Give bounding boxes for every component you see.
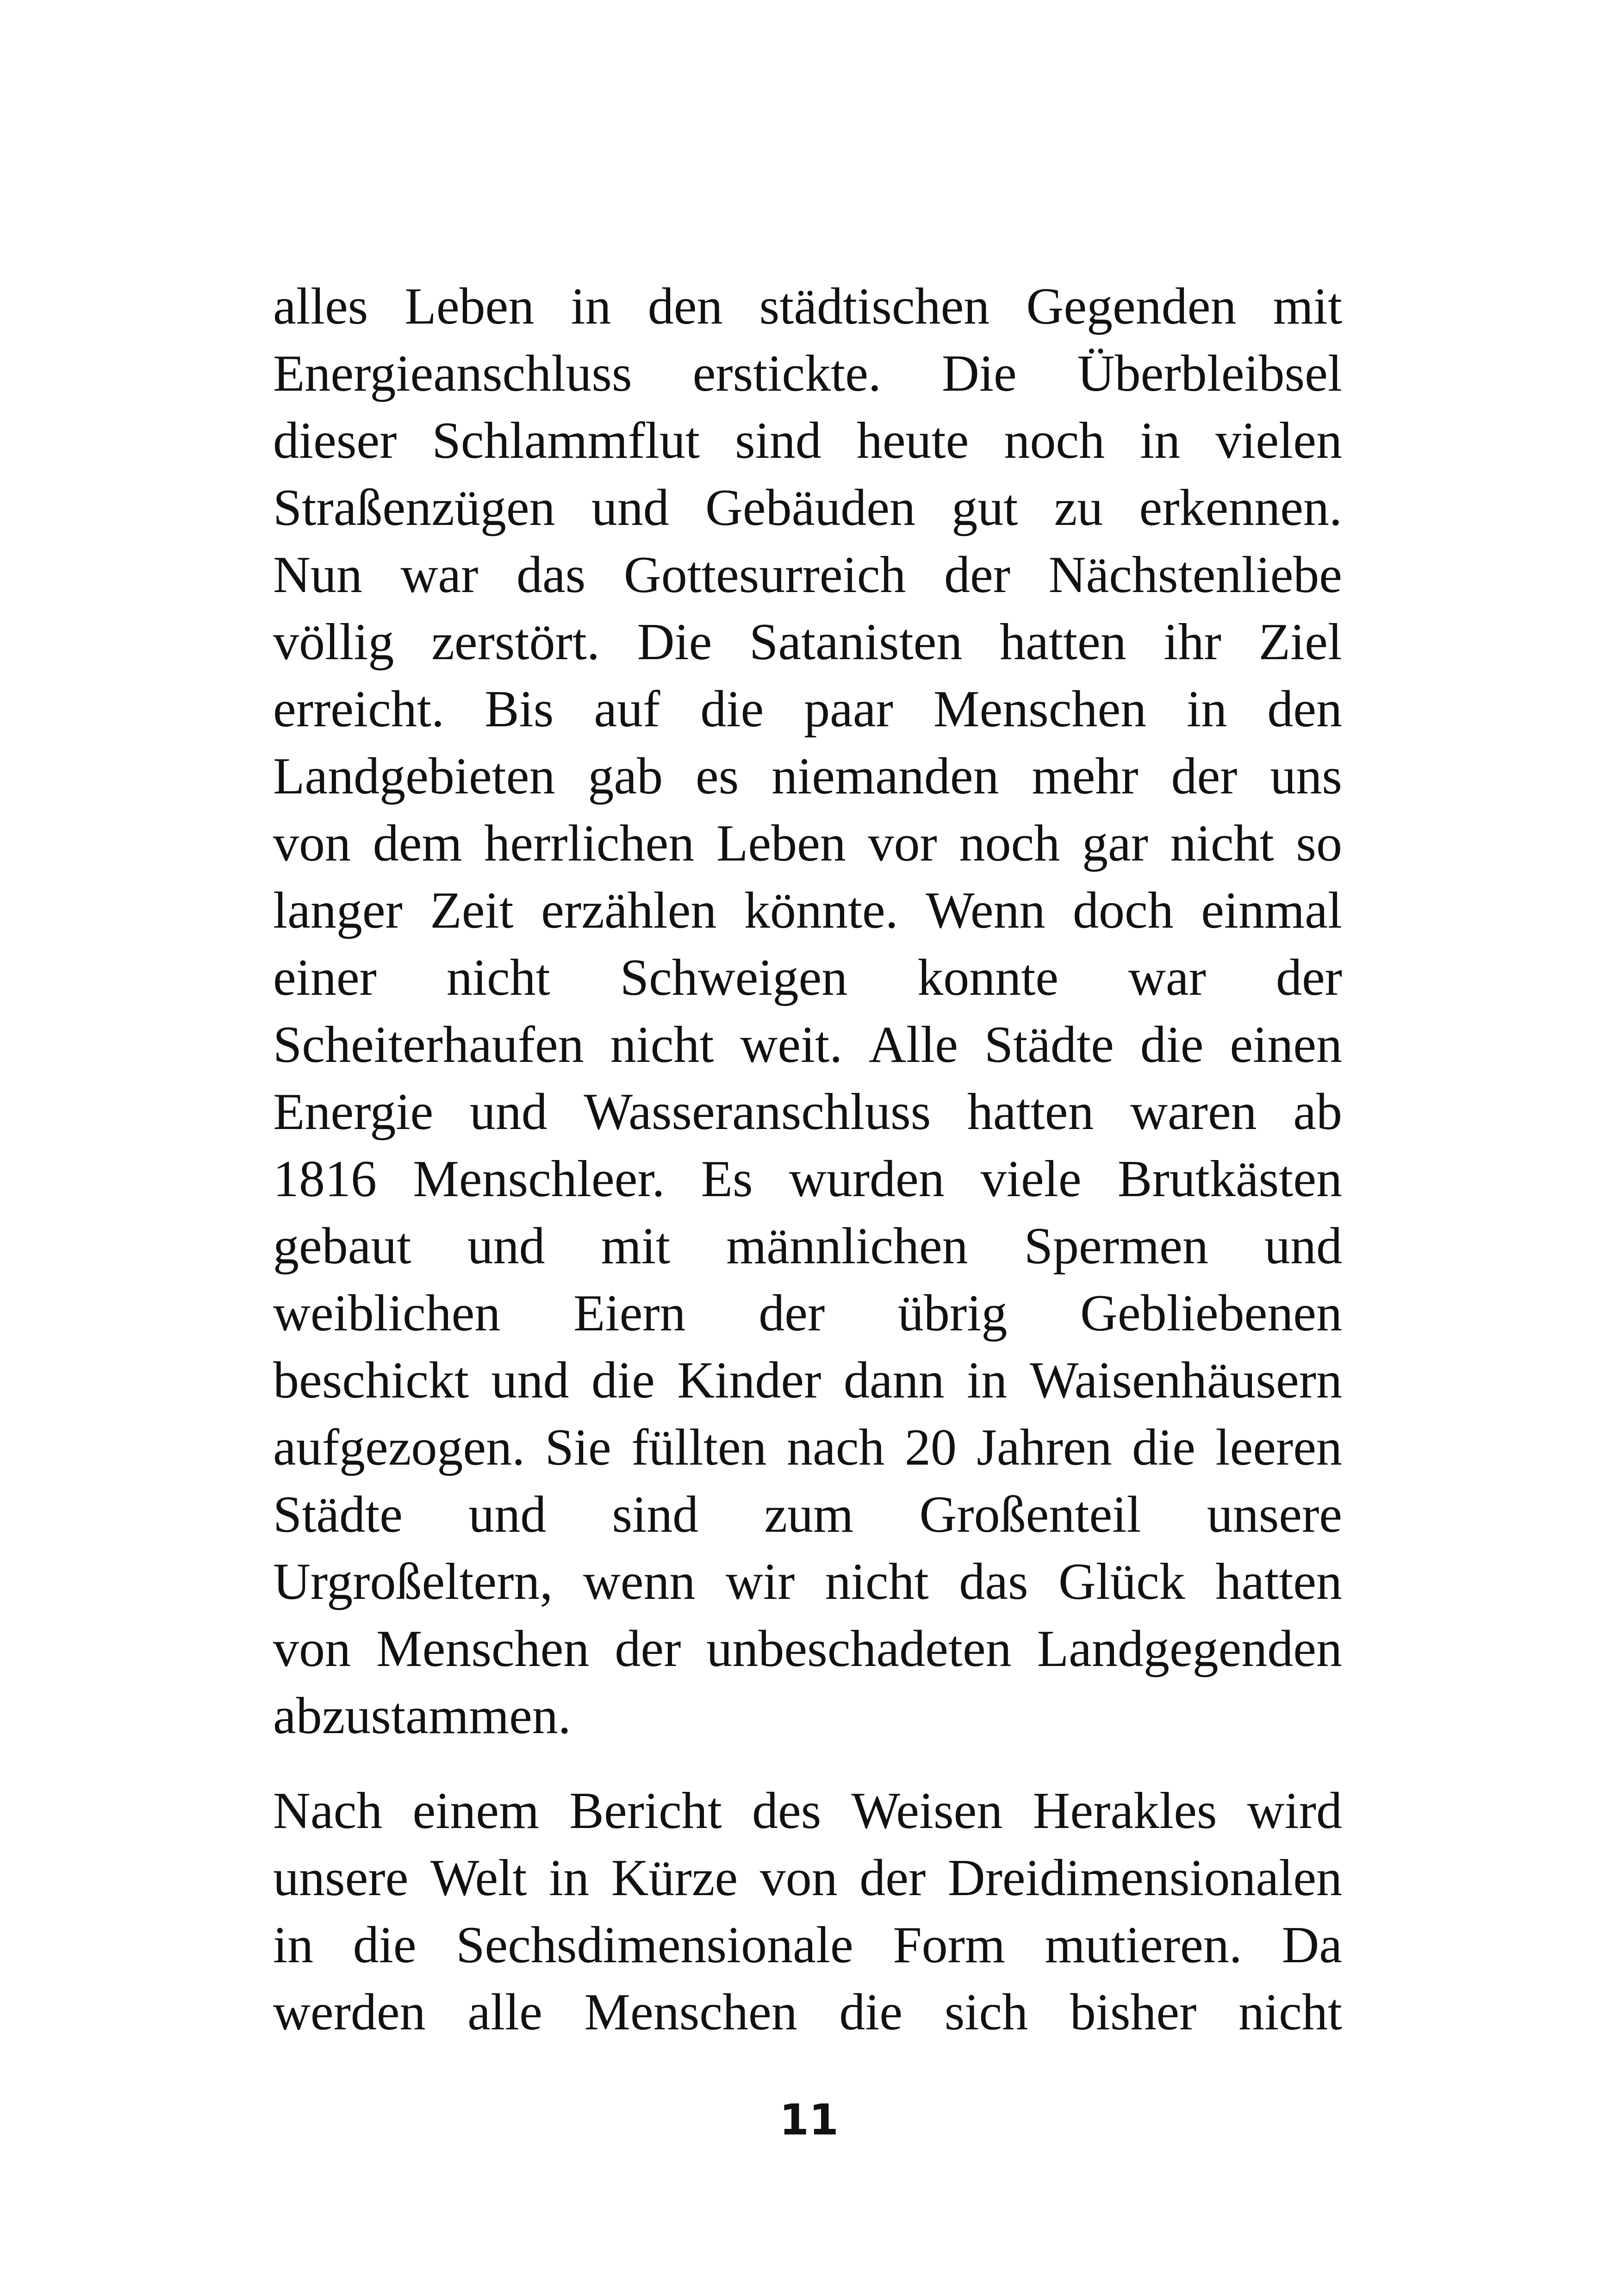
- paragraph-gap: [273, 1750, 1342, 1778]
- text-line: Energie und Wasseranschluss hatten waren ab: [273, 1083, 1342, 1141]
- text-line: Scheiterhaufen nicht weit. Alle Städte die einen: [273, 1016, 1342, 1073]
- text-line: werden alle Menschen die sich bisher nicht: [273, 1984, 1342, 2041]
- page-number: 11: [779, 2095, 839, 2145]
- text-line: dieser Schlammflut sind heute noch in vielen: [273, 412, 1342, 469]
- text-line: völlig zerstört. Die Satanisten hatten ihr Ziel: [273, 613, 1342, 671]
- text-line: beschickt und die Kinder dann in Waisenhäusern: [273, 1352, 1342, 1409]
- text-line: aufgezogen. Sie füllten nach 20 Jahren die leeren: [273, 1419, 1342, 1476]
- text-line: Städte und sind zum Großenteil unsere: [273, 1486, 1342, 1543]
- text-line: langer Zeit erzählen könnte. Wenn doch einmal: [273, 882, 1342, 939]
- paragraph: [273, 1778, 1342, 2046]
- text-line: weiblichen Eiern der übrig Gebliebenen: [273, 1285, 1342, 1342]
- text-line: unsere Welt in Kürze von der Dreidimensionalen: [273, 1849, 1342, 1907]
- text-line: Energieanschluss erstickte. Die Überbleibsel: [273, 345, 1342, 402]
- text-line: Straßenzügen und Gebäuden gut zu erkennen.: [273, 479, 1342, 537]
- text-line: Nach einem Bericht des Weisen Herakles wird: [273, 1782, 1342, 1840]
- text-line: alles Leben in den städtischen Gegenden mit: [273, 278, 1342, 335]
- body-text: [273, 273, 1342, 2046]
- text-line: abzustammen.: [273, 1687, 571, 1745]
- text-line: Nun war das Gottesurreich der Nächstenliebe: [273, 546, 1342, 604]
- text-line: in die Sechsdimensionale Form mutieren. Da: [273, 1916, 1342, 1974]
- text-line: von Menschen der unbeschadeten Landgegenden: [273, 1620, 1342, 1678]
- text-line: 1816 Menschleer. Es wurden viele Brutkästen: [273, 1150, 1342, 1208]
- paragraph: [273, 273, 1342, 1750]
- text-line: erreicht. Bis auf die paar Menschen in den: [273, 680, 1342, 738]
- text-line: einer nicht Schweigen konnte war der: [273, 949, 1342, 1006]
- text-line: von dem herrlichen Leben vor noch gar nicht so: [273, 815, 1342, 872]
- text-line: gebaut und mit männlichen Spermen und: [273, 1217, 1342, 1275]
- text-line: Landgebieten gab es niemanden mehr der uns: [273, 748, 1342, 805]
- text-line: Urgroßeltern, wenn wir nicht das Glück hatten: [273, 1553, 1342, 1610]
